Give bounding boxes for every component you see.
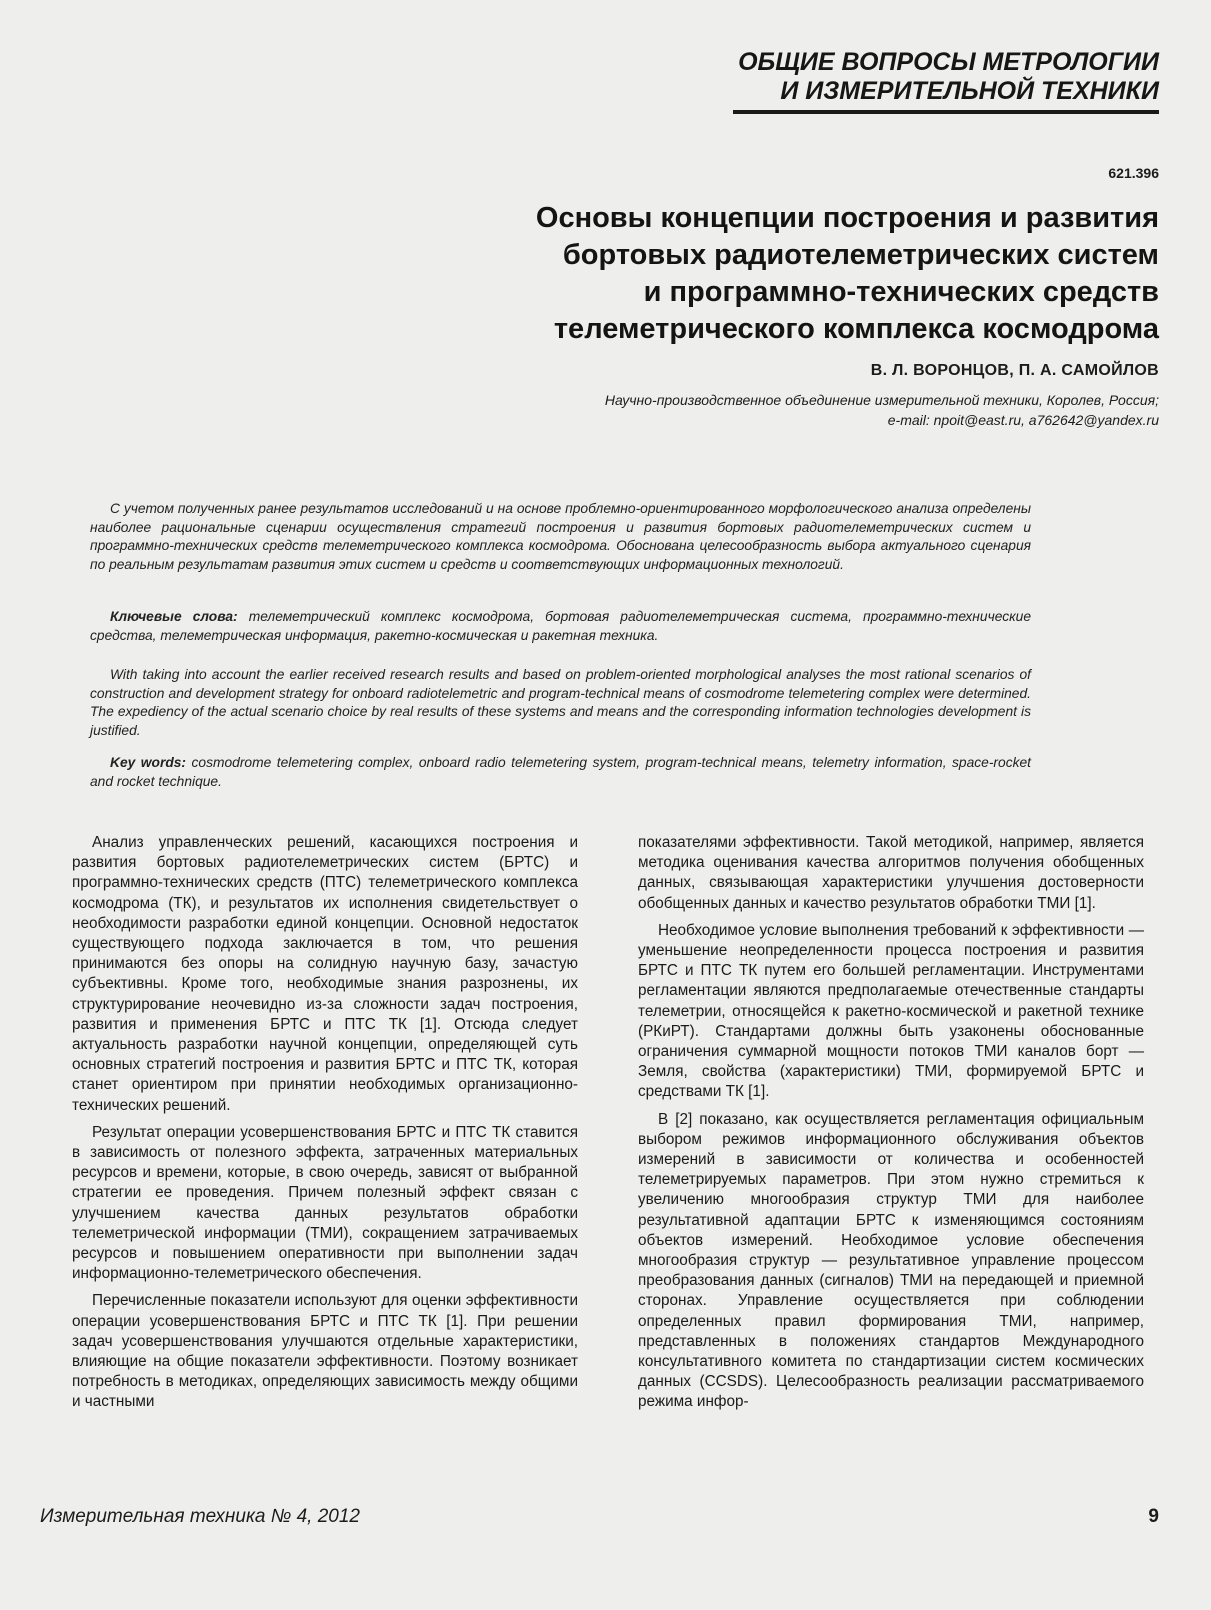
- affiliation-line2: e-mail: npoit@east.ru, a762642@yandex.ru: [887, 412, 1159, 428]
- keywords-english-label: Key words:: [110, 755, 187, 770]
- keywords-english-text: cosmodrome telemetering complex, onboard radio telemetering system, program-technical means, telemetry information, space-rocket and rocket technique.: [90, 755, 1031, 789]
- body-paragraph: Перечисленные показатели используют для оценки эффективности операции усовершенствования БРТС и ПТС ТК [1]. При решении задач усовершенствования улучшаются отдельные характеристики, влияющие на общие показатели эффективности. Поэтому возникает потребность в методиках, определяющих зависимость между общими и частными: [72, 1292, 578, 1411]
- footer-journal-name: Измерительная техника № 4, 2012: [40, 1506, 361, 1527]
- authors: В. Л. ВОРОНЦОВ, П. А. САМОЙЛОВ: [870, 362, 1159, 379]
- article-title: [399, 200, 1159, 348]
- udc-code: 621.396: [1108, 165, 1159, 181]
- article-title-line2: бортовых радиотелеметрических систем: [562, 239, 1159, 271]
- section-title-line1: ОБЩИЕ ВОПРОСЫ МЕТРОЛОГИИ: [738, 48, 1159, 76]
- keywords-english: [90, 754, 1031, 791]
- abstract-russian-text: С учетом полученных ранее результатов исследований и на основе проблемно-ориентированного морфологического анализа определены наиболее рациональные сценарии осуществления стратегий построения и развития бортовых радиотелеметрических систем и программно-технических средств телеметрического комплекса космодрома. Обоснована целесообразность выбора актуального сценария по реальным результатам развития этих систем и средств и соответствующих информационных технологий.: [90, 501, 1031, 572]
- affiliation-line1: Научно-производственное объединение измерительной техники, Королев, Россия;: [604, 392, 1159, 408]
- keywords-russian: [90, 608, 1031, 645]
- footer-page-number: 9: [1148, 1506, 1159, 1527]
- abstract-russian: [90, 500, 1031, 574]
- article-title-line1: Основы концепции построения и развития: [535, 202, 1159, 234]
- body-column-right: [638, 833, 1144, 1420]
- body-paragraph: В [2] показано, как осуществляется регламентация официальным выбором режимов информационного обслуживания объектов измерений в зависимости от количества и особенностей телеметрируемых параметров. При этом нужно стремиться к увеличению многообразия структур ТМИ для наиболее результативной адаптации БРТС к изменяющимся состояниям объектов измерений. Необходимое условие обеспечения многообразия структур — результативное управление процессом преобразования данных (сигналов) ТМИ на передающей и приемной сторонах. Управление осуществляется при соблюдении определенных правил формирования ТМИ, например, представленных в положениях стандартов Международного консультативного комитета по стандартизации систем космических данных (CCSDS). Целесообразность реализации рассматриваемого режима инфор-: [638, 1110, 1144, 1411]
- affiliation: [439, 390, 1159, 430]
- keywords-russian-label: Ключевые слова:: [110, 609, 238, 624]
- body-paragraph-continued: показателями эффективности. Такой методикой, например, является методика оценивания качества алгоритмов получения обобщенных данных, связывающая характеристики улучшения достоверности обобщенных данных и качество результатов обработки ТМИ [1].: [638, 834, 1144, 912]
- body-paragraph: Результат операции усовершенствования БРТС и ПТС ТК ставится в зависимость от полезного эффекта, затраченных материальных ресурсов и времени, которые, в свою очередь, зависят от выбранной стратегии ее проведения. Причем полезный эффект связан с улучшением качества данных результатов обработки телеметрической информации (ТМИ), сокращением затрачиваемых ресурсов и повышением оперативности при выполнении задач информационно-телеметрического обеспечения.: [72, 1123, 578, 1283]
- keywords-russian-text: телеметрический комплекс космодрома, бортовая радиотелеметрическая система, программно-технические средства, телеметрическая информация, ракетно-космическая и ракетная техника.: [90, 609, 1031, 643]
- body-column-left: [72, 833, 578, 1420]
- section-title: [738, 48, 1159, 106]
- section-rule: [733, 110, 1159, 114]
- body-paragraph: Необходимое условие выполнения требований к эффективности — уменьшение неопределенности процесса построения и развития БРТС и ПТС ТК путем его большей регламентации. Инструментами регламентации являются предполагаемые отечественные стандарты телеметрии, относящейся к ракетно-космической и ракетной технике (РКиРТ). Стандартами должны быть узаконены обоснованные ограничения суммарной мощности потоков ТМИ каналов борт — Земля, свойства (характеристики) ТМИ, формируемой БРТС и средствами ТК [1].: [638, 921, 1144, 1101]
- section-title-line2: И ИЗМЕРИТЕЛЬНОЙ ТЕХНИКИ: [780, 77, 1159, 105]
- article-title-line3: и программно-технических средств: [643, 276, 1159, 308]
- body-paragraph: Анализ управленческих решений, касающихся построения и развития бортовых радиотелеметрических систем (БРТС) и программно-технических средств (ПТС) телеметрического комплекса космодрома (ТК), и результатов их исполнения свидетельствует о необходимости разработки единой концепции. Основной недостаток существующего подхода заключается в том, что решения принимаются без опоры на солидную научную базу, зачастую субъективны. Кроме того, необходимые знания разрознены, их структурирование неочевидно из-за сложности задач построения, развития и применения БРТС и ПТС ТК [1]. Отсюда следует актуальность разработки научной концепции, определяющей суть основных стратегий построения и развития БРТС и ПТС ТК, которая станет ориентиром при принятии необходимых организационно-технических решений.: [72, 834, 578, 1114]
- abstract-english: [90, 666, 1031, 740]
- article-title-line4: телеметрического комплекса космодрома: [553, 313, 1159, 345]
- abstract-english-text: With taking into account the earlier received research results and based on problem-oriented morphological analyses the most rational scenarios of construction and development strategy for onboard radiotelemetric and program-technical means of cosmodrome telemetering complex were determined. The expediency of the actual scenario choice by real results of these systems and means and the corresponding information technologies development is justified.: [90, 667, 1031, 738]
